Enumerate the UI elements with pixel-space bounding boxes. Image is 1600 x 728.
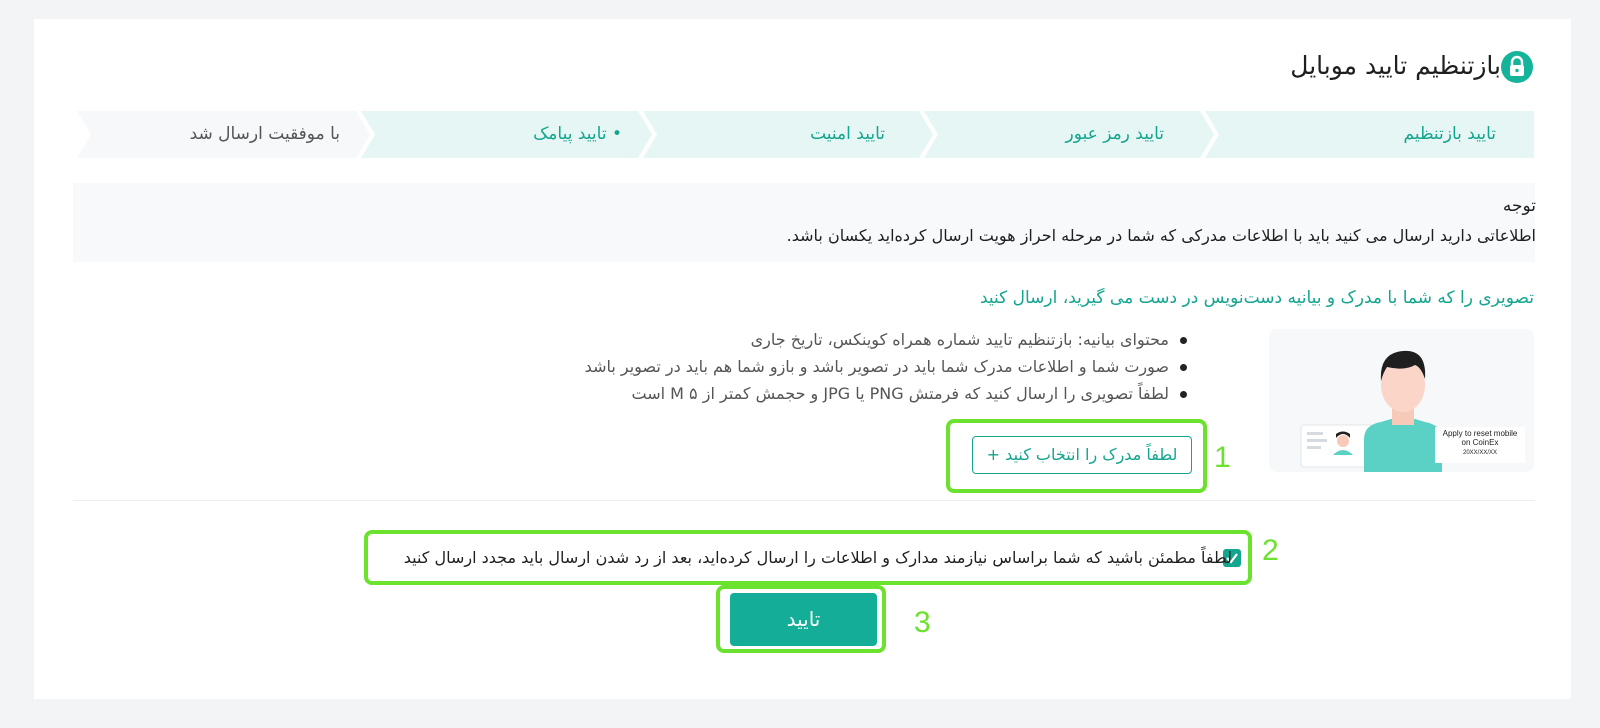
step-label: با موفقیت ارسال شد	[189, 124, 340, 144]
step-progress-bar	[77, 111, 1534, 158]
step-label: تایید امنیت	[810, 124, 885, 144]
annotation-number-3: 3	[914, 606, 931, 639]
notice-title: توجه	[1502, 196, 1536, 216]
consent-text: لطفاً مطمئن باشید که شما براساس نیازمند مدارک و اطلاعات را ارسال کرده‌اید، بعد از رد شدن ارسال باید مجدد ارسال کنید	[403, 548, 1232, 567]
upload-section-title: تصویری را که شما با مدرک و بیانیه دست‌نویس در دست می گیرید، ارسال کنید	[979, 288, 1534, 308]
step-password-confirm	[924, 111, 1214, 158]
requirements-list	[387, 326, 1187, 407]
step-label: • تایید پیامک	[533, 124, 622, 144]
select-document-button[interactable]: لطفاً مدرک را انتخاب کنید +	[972, 436, 1192, 474]
lock-icon	[1501, 51, 1533, 83]
confirm-button[interactable]: تایید	[730, 593, 877, 646]
illustration-note-line: Apply to reset mobile	[1442, 429, 1518, 438]
illustration-note-line: on CoinEx	[1461, 438, 1499, 447]
illustration-note-line: 20XX/XX/XX	[1462, 450, 1498, 456]
annotation-number-2: 2	[1262, 534, 1279, 567]
list-item: صورت شما و اطلاعات مدرک شما باید در تصویر باشد و بازو شما هم باید در تصویر باشد	[387, 353, 1187, 380]
divider	[73, 500, 1535, 501]
page-title: بازتنظیم تایید موبایل	[1290, 51, 1501, 80]
step-label: تایید بازتنظیم	[1403, 124, 1496, 144]
step-sent-success	[77, 111, 370, 158]
list-item: لطفاً تصویری را ارسال کنید که فرمتش PNG یا JPG و حجمش کمتر از ۵ M است	[387, 380, 1187, 407]
step-reset-confirm	[1205, 111, 1534, 158]
person-illustration	[1269, 329, 1534, 472]
notice-box	[73, 183, 1535, 262]
step-security-confirm	[643, 111, 933, 158]
notice-text: اطلاعاتی دارید ارسال می کنید باید با اطلاعات مدرکی که شما در مرحله احراز هویت ارسال کرده‌اید یکسان باشد.	[786, 226, 1536, 245]
step-label: تایید رمز عبور	[1065, 124, 1164, 144]
example-illustration	[1269, 329, 1534, 472]
annotation-number-1: 1	[1214, 441, 1231, 474]
list-item: محتوای بیانیه: بازتنظیم تایید شماره همراه کوینکس، تاریخ جاری	[387, 326, 1187, 353]
step-sms-confirm	[361, 111, 652, 158]
